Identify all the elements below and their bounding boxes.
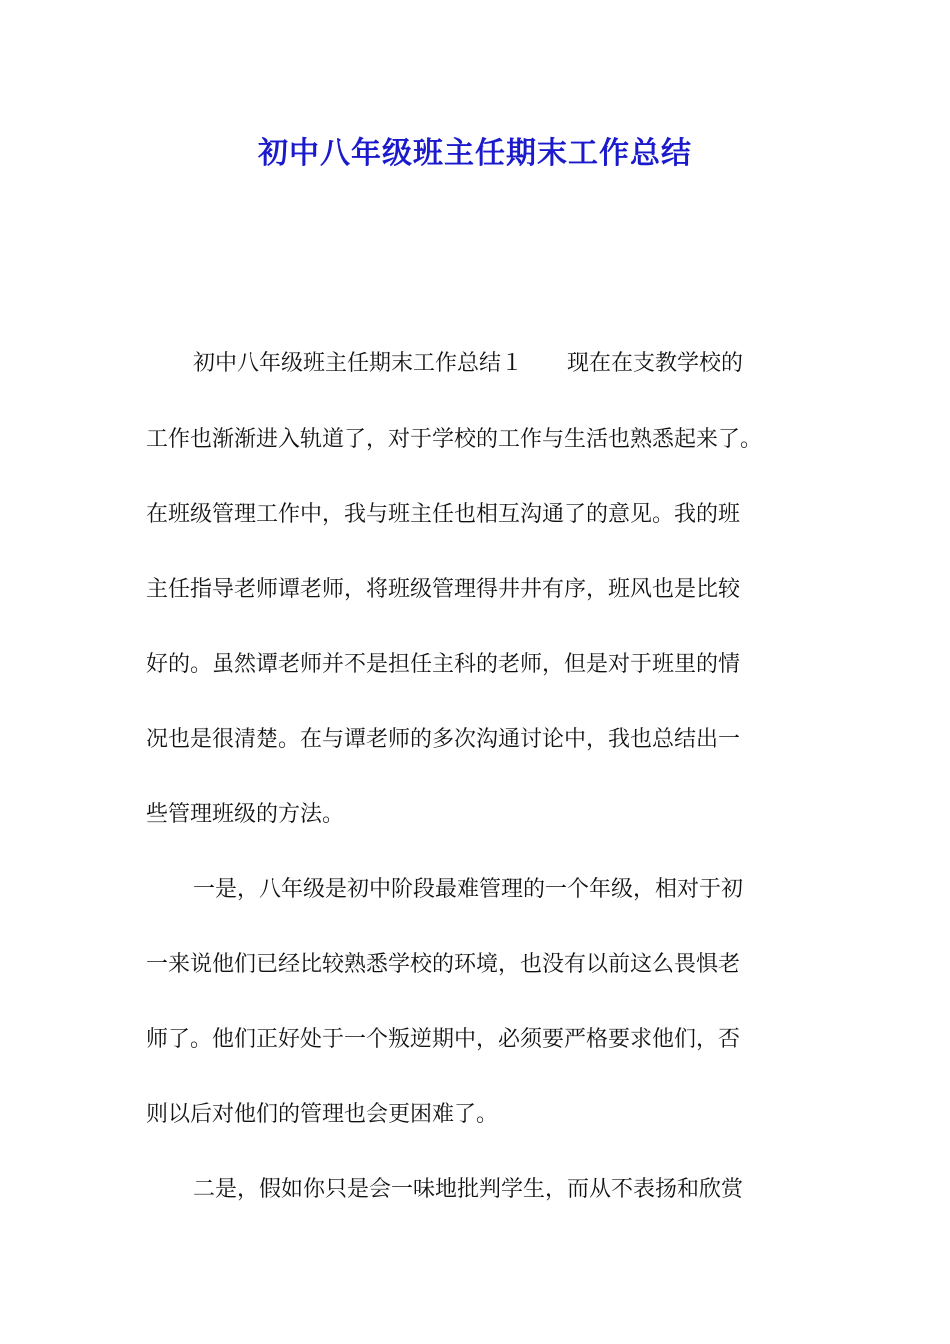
- paragraph-line: 好的。虽然谭老师并不是担任主科的老师，但是对于班里的情: [146, 652, 741, 677]
- paragraph-line: 初中八年级班主任期末工作总结１ 现在在支教学校的: [193, 351, 744, 376]
- document-title: 初中八年级班主任期末工作总结: [258, 136, 692, 171]
- paragraph-line: 工作也渐渐进入轨道了，对于学校的工作与生活也熟悉起来了。: [146, 427, 763, 452]
- paragraph-line: 在班级管理工作中，我与班主任也相互沟通了的意见。我的班: [146, 502, 741, 527]
- paragraph-line: 则以后对他们的管理也会更困难了。: [146, 1102, 499, 1127]
- paragraph-line: 况也是很清楚。在与谭老师的多次沟通讨论中，我也总结出一: [146, 727, 741, 752]
- paragraph-line: 二是，假如你只是会一味地批判学生，而从不表扬和欣赏: [193, 1177, 744, 1202]
- paragraph-line: 些管理班级的方法。: [146, 802, 345, 827]
- paragraph-line: 一是，八年级是初中阶段最难管理的一个年级，相对于初: [193, 877, 744, 902]
- paragraph-line: 主任指导老师谭老师，将班级管理得井井有序，班风也是比较: [146, 577, 741, 602]
- paragraph-line: 一来说他们已经比较熟悉学校的环境，也没有以前这么畏惧老: [146, 952, 741, 977]
- paragraph-line: 师了。他们正好处于一个叛逆期中，必须要严格要求他们，否: [146, 1027, 741, 1052]
